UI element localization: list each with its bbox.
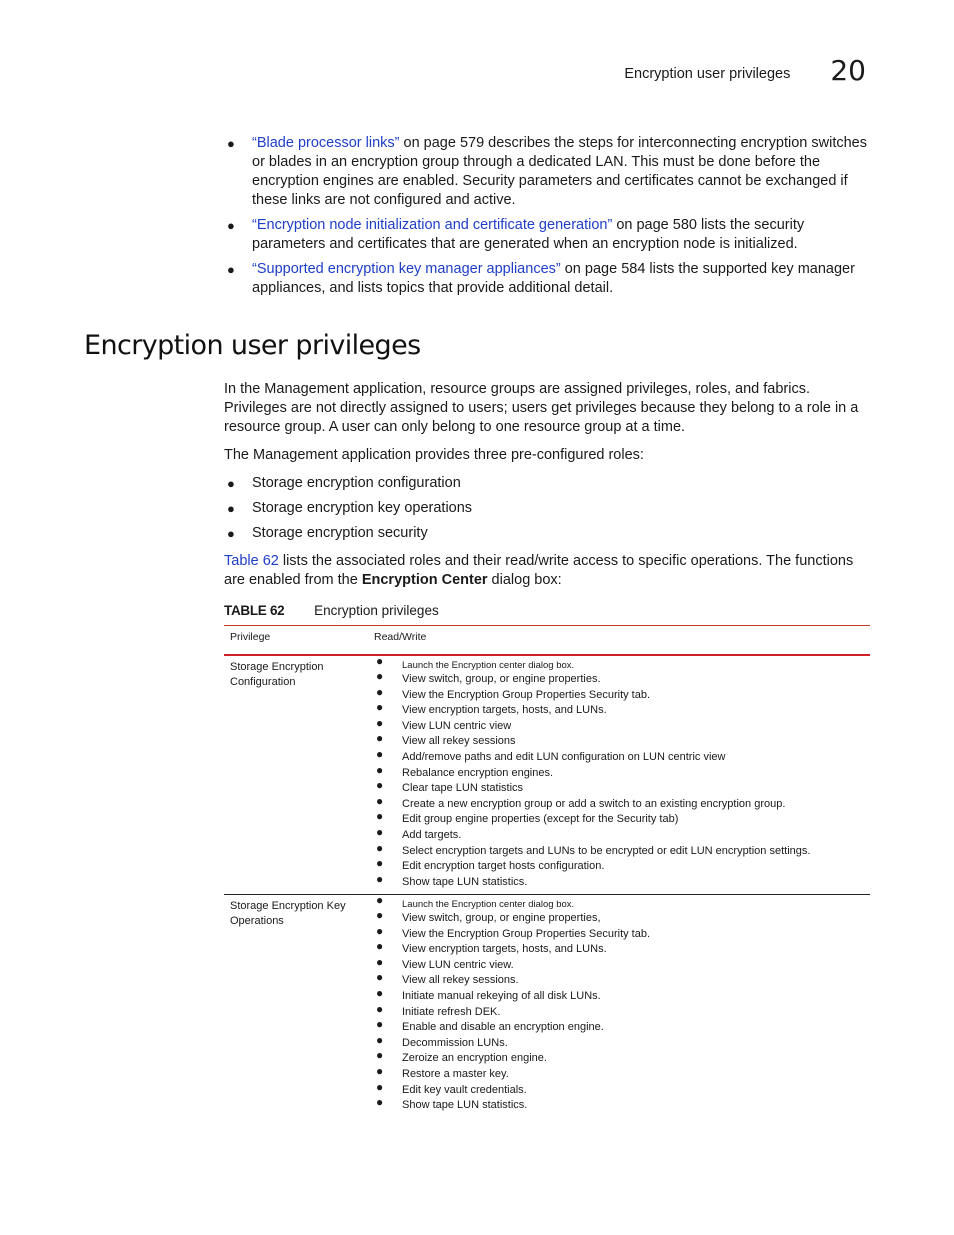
bullet-icon: ●: [376, 985, 384, 1000]
privilege-cell: Storage Encryption Configuration: [230, 661, 324, 688]
cross-reference-link[interactable]: “Supported encryption key manager appliances”: [252, 261, 561, 277]
list-item: [374, 746, 810, 766]
operation-text: Launch the Encryption center dialog box.: [402, 899, 575, 910]
operation-text: View encryption targets, hosts, and LUNs.: [402, 704, 607, 717]
list-item: [224, 216, 872, 254]
bullet-icon: ●: [376, 1032, 384, 1047]
bullet-icon: ●: [376, 715, 384, 730]
role-label: Storage encryption security: [252, 525, 428, 541]
list-item: [374, 1032, 650, 1052]
operation-text: Launch the Encryption center dialog box.: [402, 660, 575, 671]
bullet-icon: ●: [376, 1079, 384, 1094]
ui-term: Encryption Center: [361, 572, 488, 588]
bullet-text: on page 579 describes the steps for interconnecting encryption switches or blades in an encryption group through a dedicated LAN. This must be done before the encryption engines are enabled. Security parameters and certificates cannot be exchanged if these links are not configured and active.: [252, 135, 867, 208]
list-item: [374, 669, 810, 688]
operation-text: Create a new encryption group or add a switch to an existing encryption group.: [402, 797, 786, 810]
bullet-icon: ●: [376, 939, 384, 954]
bullet-icon: ●: [376, 669, 384, 683]
bullet-icon: ●: [376, 923, 384, 938]
list-item: [374, 762, 810, 782]
operation-text: Restore a master key.: [402, 1067, 509, 1080]
operations-list: [374, 893, 651, 1114]
operation-text: Rebalance encryption engines.: [402, 766, 554, 779]
bullet-icon: ●: [376, 824, 384, 839]
bullet-icon: ●: [376, 1095, 384, 1110]
bullet-icon: ●: [227, 218, 235, 233]
bullet-icon: ●: [376, 1048, 384, 1063]
list-item: [374, 778, 810, 797]
privileges-table: [224, 625, 870, 1125]
bullet-icon: ●: [227, 476, 235, 491]
list-item: [374, 793, 810, 813]
bullet-icon: ●: [227, 262, 235, 277]
list-item: [374, 893, 650, 911]
bullet-icon: ●: [376, 1001, 384, 1016]
list-item: [374, 824, 810, 844]
operation-text: View switch, group, or engine properties,: [402, 912, 601, 924]
bullet-icon: ●: [376, 840, 384, 855]
operation-text: Select encryption targets and LUNs to be encrypted or edit LUN encryption settings.: [402, 844, 811, 857]
list-item: [374, 939, 650, 958]
paragraph: The Management application provides three pre-configured roles:: [224, 447, 644, 463]
bullet-icon: ●: [227, 136, 235, 151]
roles-bullet-list: [224, 474, 872, 549]
bullet-icon: ●: [376, 731, 384, 746]
cross-reference-link[interactable]: “Blade processor links”: [252, 135, 400, 151]
operation-text: View the Encryption Group Properties Security tab.: [402, 927, 651, 940]
bullet-icon: ●: [376, 1063, 384, 1078]
list-item: [374, 1001, 650, 1021]
paragraph-text: lists the associated roles and their read/write access to specific operations. The functions are enabled from the: [224, 553, 854, 588]
role-label: Storage encryption configuration: [252, 475, 461, 491]
operations-list: [374, 654, 811, 890]
bullet-icon: ●: [376, 908, 384, 922]
table-reference-link[interactable]: Table 62: [224, 553, 279, 569]
bullet-icon: ●: [376, 700, 384, 715]
operation-text: Add/remove paths and edit LUN configuration on LUN centric view: [402, 750, 726, 763]
bullet-text: on page 584 lists the supported key manager appliances, and lists topics that provide additional detail.: [252, 261, 855, 296]
section-heading: Encryption user privileges: [84, 330, 421, 361]
table-row: [224, 895, 870, 1125]
operation-text: View all rekey sessions: [402, 735, 516, 748]
list-item: [374, 1095, 650, 1114]
list-item: [374, 1017, 650, 1036]
intro-bullet-list: [224, 134, 872, 304]
operation-text: Edit encryption target hosts configuration.: [402, 860, 605, 873]
paragraph-text: dialog box:: [487, 572, 562, 588]
column-header-read-write: Read/Write: [374, 631, 427, 643]
list-item: [374, 923, 651, 943]
operation-text: View encryption targets, hosts, and LUNs.: [402, 943, 607, 956]
bullet-icon: ●: [376, 871, 384, 886]
bullet-icon: ●: [376, 856, 384, 871]
operation-text: Enable and disable an encryption engine.: [402, 1021, 604, 1034]
list-item: [374, 856, 810, 875]
operation-text: Zeroize an encryption engine.: [402, 1052, 547, 1065]
list-item: [224, 260, 872, 298]
operation-text: Edit key vault credentials.: [402, 1083, 527, 1096]
list-item: [374, 654, 810, 672]
bullet-icon: ●: [376, 684, 384, 699]
list-item: [374, 970, 650, 989]
bullet-icon: ●: [376, 778, 384, 793]
table-row: [224, 656, 870, 895]
list-item: [374, 1048, 650, 1067]
list-item: [374, 715, 810, 735]
list-item: [374, 1079, 650, 1099]
list-item: [224, 474, 872, 493]
list-item: [374, 1063, 650, 1083]
bullet-icon: ●: [376, 1017, 384, 1032]
operation-text: View the Encryption Group Properties Security tab.: [402, 688, 651, 701]
operation-text: View switch, group, or engine properties.: [402, 673, 601, 685]
operation-text: View LUN centric view: [402, 719, 512, 732]
list-item: [374, 985, 650, 1005]
bullet-icon: ●: [376, 970, 384, 985]
bullet-icon: ●: [227, 526, 235, 541]
bullet-text: on page 580 lists the security parameters and certificates that are generated when an encryption node is initialized.: [252, 217, 805, 252]
running-header: [624, 56, 866, 86]
bullet-icon: ●: [227, 501, 235, 516]
bullet-icon: ●: [376, 893, 384, 907]
list-item: [374, 700, 810, 719]
paragraph: [224, 552, 872, 590]
operation-text: Add targets.: [402, 828, 462, 841]
chapter-number: 20: [830, 54, 866, 87]
operation-text: Clear tape LUN statistics: [402, 782, 524, 795]
list-item: [224, 524, 872, 543]
operation-text: Decommission LUNs.: [402, 1036, 508, 1049]
bullet-icon: ●: [376, 793, 384, 808]
list-item: [374, 840, 811, 860]
bullet-icon: ●: [376, 809, 384, 824]
running-title: Encryption user privileges: [624, 66, 791, 82]
operation-text: View LUN centric view.: [402, 958, 514, 971]
list-item: [224, 499, 872, 518]
list-item: [374, 908, 650, 927]
operation-text: Initiate refresh DEK.: [402, 1005, 501, 1018]
bullet-icon: ●: [376, 762, 384, 777]
operation-text: Show tape LUN statistics.: [402, 1099, 528, 1112]
column-header-privilege: Privilege: [230, 631, 271, 643]
bullet-icon: ●: [376, 954, 384, 969]
operation-text: Edit group engine properties (except for the Security tab): [402, 813, 679, 826]
bullet-icon: ●: [376, 654, 384, 668]
privilege-cell: Storage Encryption Key Operations: [230, 900, 346, 927]
cross-reference-link[interactable]: “Encryption node initialization and certificate generation”: [252, 217, 613, 233]
role-label: Storage encryption key operations: [252, 500, 473, 516]
paragraph: In the Management application, resource groups are assigned privileges, roles, and fabrics. Privileges are not directly assigned to users; users get privileges because they belong to a role in a resource group. A user can only belong to one resource group at a time.: [224, 381, 859, 435]
list-item: [374, 954, 650, 974]
list-item: [374, 684, 810, 704]
table-label: TABLE 62: [224, 603, 285, 618]
list-item: [374, 871, 810, 891]
list-item: [224, 134, 872, 210]
operation-text: Show tape LUN statistics.: [402, 875, 528, 888]
list-item: [374, 809, 810, 828]
operation-text: View all rekey sessions.: [402, 974, 519, 987]
bullet-icon: ●: [376, 746, 384, 761]
table-header: [224, 625, 870, 656]
table-title: Encryption privileges: [314, 603, 439, 618]
operation-text: Initiate manual rekeying of all disk LUNs.: [402, 989, 601, 1002]
table-caption: [224, 603, 439, 618]
list-item: [374, 731, 810, 750]
